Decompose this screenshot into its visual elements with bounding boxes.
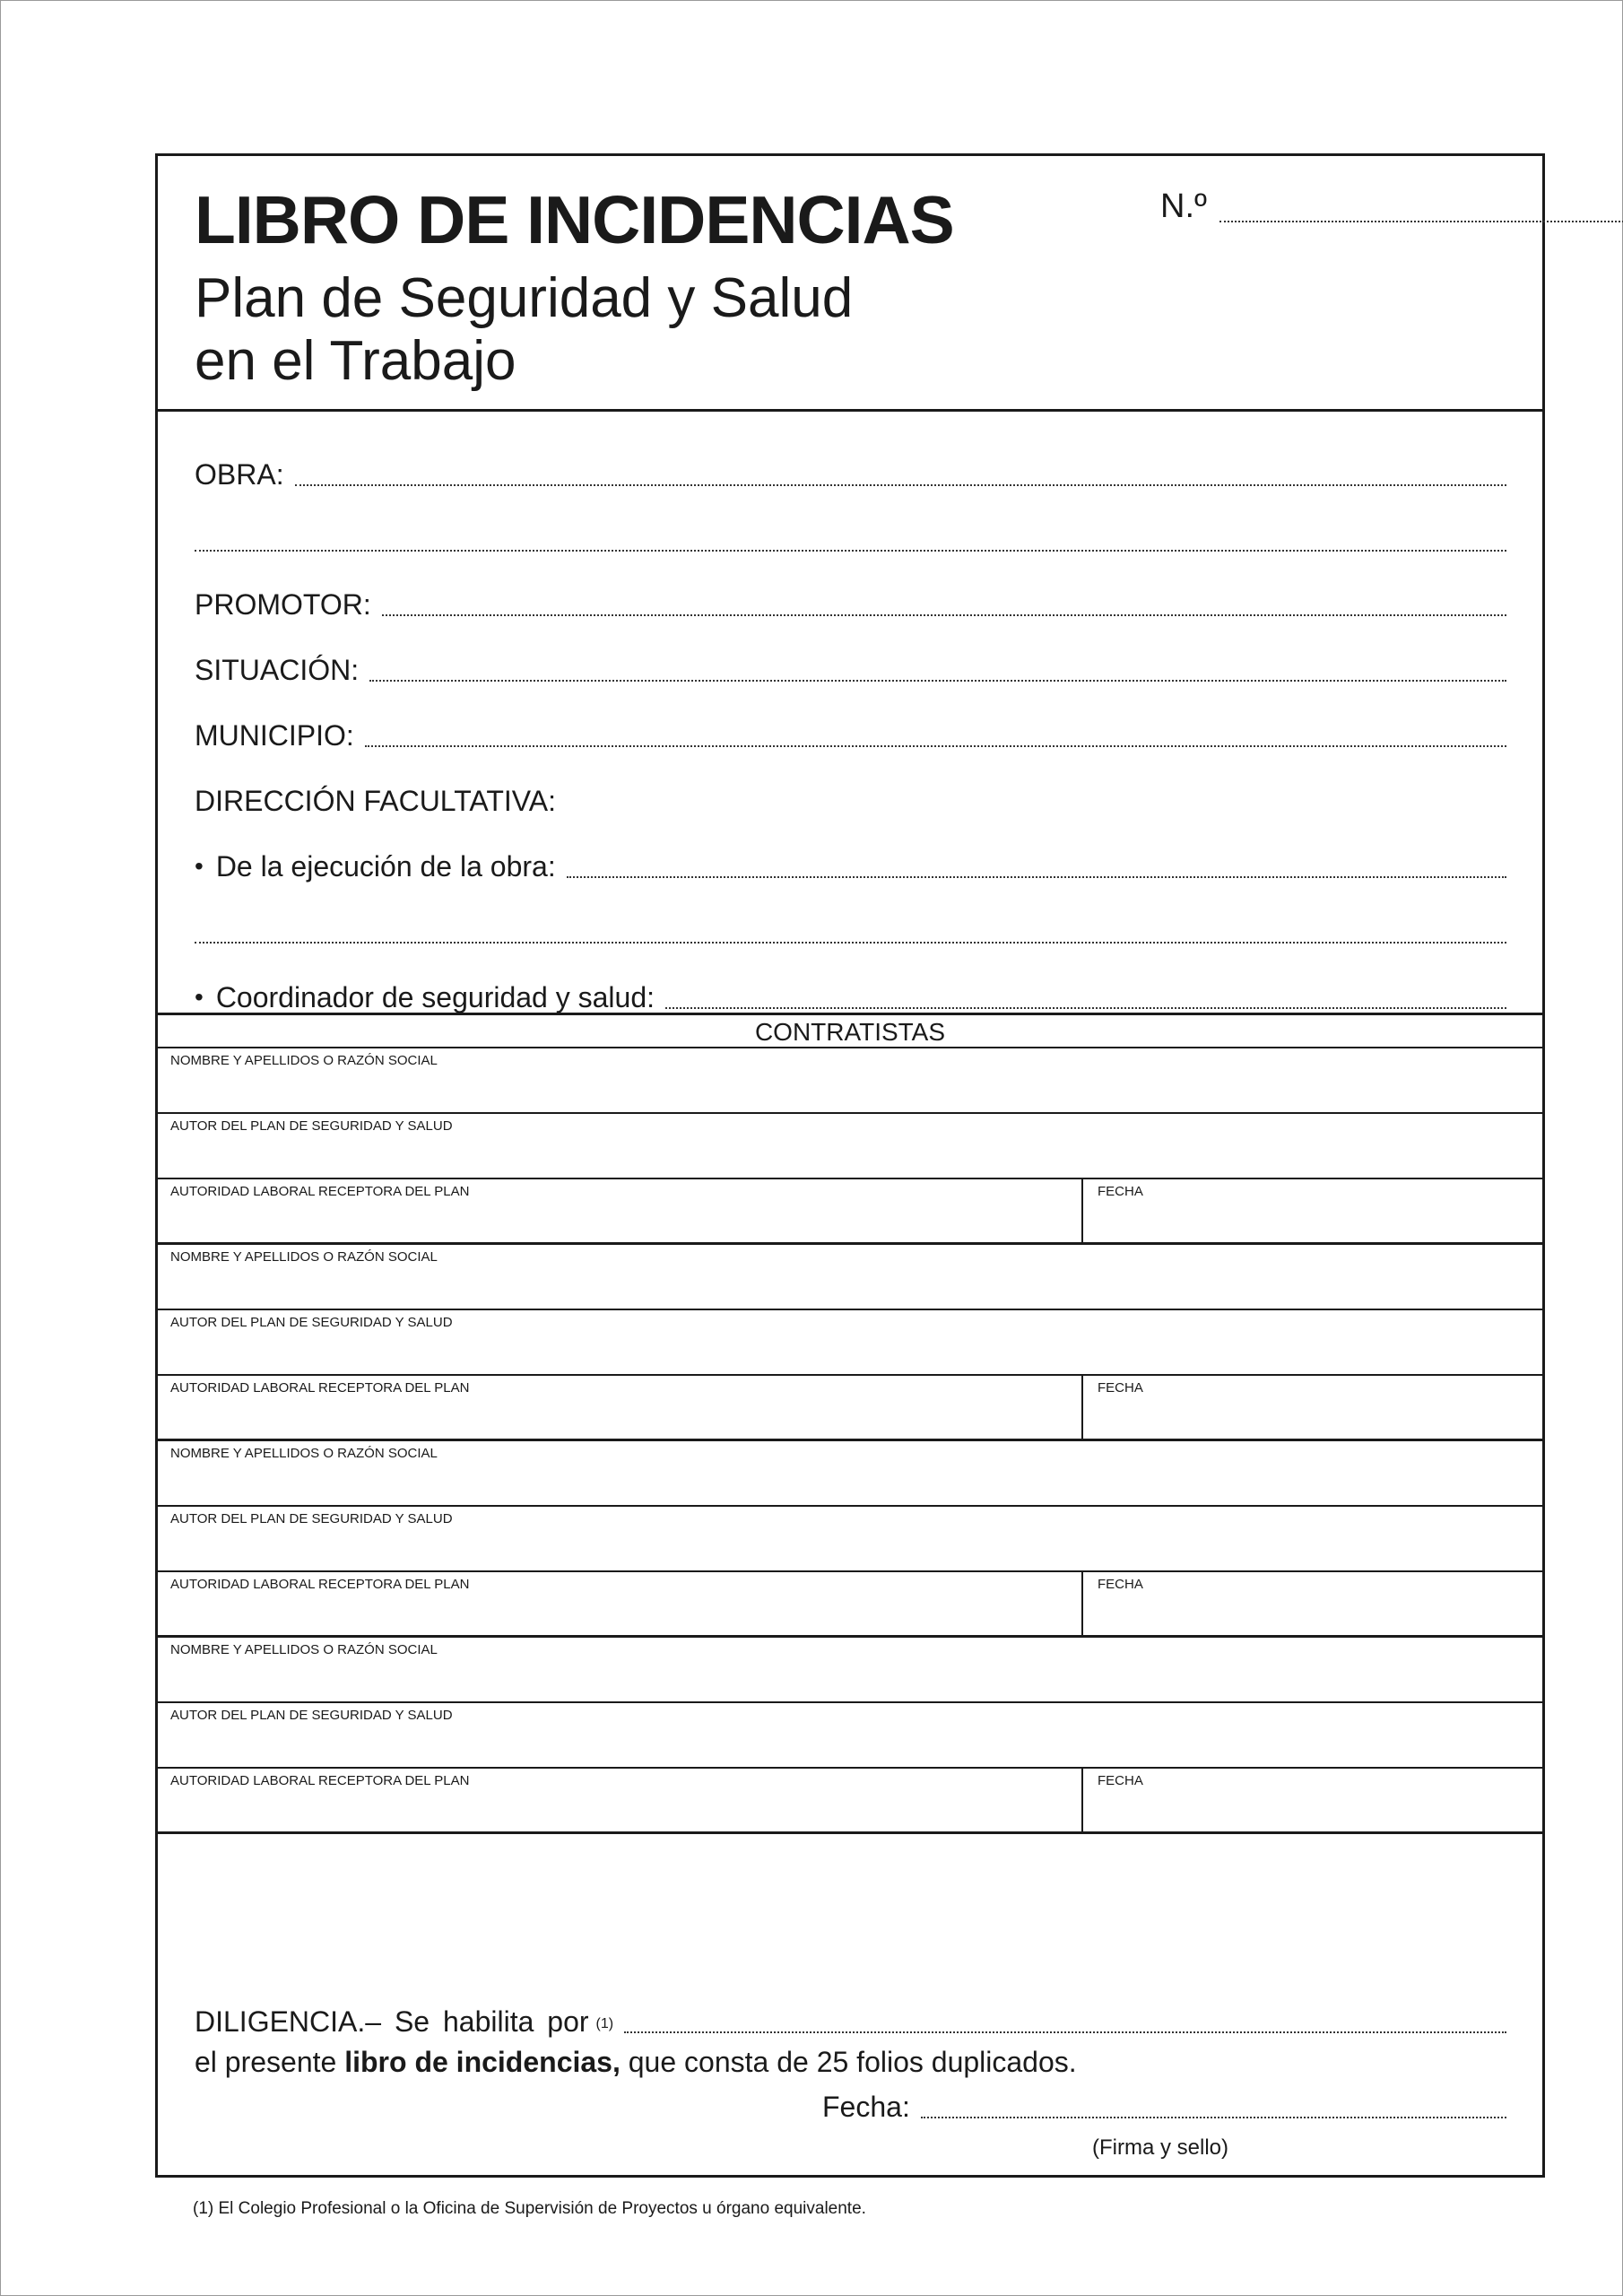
autoridad-label: AUTORIDAD LABORAL RECEPTORA DEL PLAN	[170, 1773, 470, 1788]
diligencia-text-pre: el presente	[195, 2046, 345, 2078]
subtitle-line-1: Plan de Seguridad y Salud	[195, 267, 854, 329]
situacion-field[interactable]	[369, 680, 1506, 682]
fecha-label: FECHA	[1098, 1773, 1143, 1788]
nombre-label: NOMBRE Y APELLIDOS O RAZÓN SOCIAL	[170, 1446, 438, 1461]
fecha-cell[interactable]	[1081, 1179, 1542, 1242]
autor-label: AUTOR DEL PLAN DE SEGURIDAD Y SALUD	[170, 1708, 453, 1723]
autor-label: AUTOR DEL PLAN DE SEGURIDAD Y SALUD	[170, 1511, 453, 1526]
nombre-label: NOMBRE Y APELLIDOS O RAZÓN SOCIAL	[170, 1053, 438, 1068]
autoridad-label: AUTORIDAD LABORAL RECEPTORA DEL PLAN	[170, 1380, 470, 1396]
form-subtitle	[195, 267, 853, 393]
fecha-label: FECHA	[1098, 1577, 1143, 1592]
nombre-cell[interactable]	[158, 1245, 1542, 1310]
autor-cell[interactable]	[158, 1114, 1542, 1179]
diligencia-fecha-field[interactable]	[921, 2117, 1506, 2118]
autoridad-cell[interactable]	[158, 1376, 1542, 1441]
fecha-label: FECHA	[1098, 1380, 1143, 1396]
contratistas-heading: CONTRATISTAS	[158, 1013, 1542, 1048]
firma-sello-label: (Firma y sello)	[1092, 2135, 1229, 2160]
fecha-cell[interactable]	[1081, 1376, 1542, 1439]
subtitle-line-2: en el Trabajo	[195, 330, 516, 392]
contratista-block-2	[158, 1245, 1542, 1441]
autoridad-cell[interactable]	[158, 1179, 1542, 1245]
autoridad-label: AUTORIDAD LABORAL RECEPTORA DEL PLAN	[170, 1577, 470, 1592]
situacion-row	[195, 641, 1506, 686]
ejecucion-field-continuation[interactable]	[195, 942, 1506, 944]
autor-cell[interactable]	[158, 1507, 1542, 1572]
incident-book-form	[155, 153, 1545, 2178]
direccion-label: DIRECCIÓN FACULTATIVA:	[195, 785, 556, 817]
numero-label: N.º	[1160, 187, 1207, 225]
autoridad-cell[interactable]	[158, 1769, 1542, 1834]
nombre-cell[interactable]	[158, 1441, 1542, 1507]
situacion-label: SITUACIÓN:	[195, 654, 360, 686]
footnote: (1) El Colegio Profesional o la Oficina de Supervisión de Proyectos u órgano equivalente.	[193, 2199, 866, 2218]
diligencia-fecha-row	[822, 2091, 1506, 2123]
ejecucion-row	[195, 838, 1506, 883]
bullet-icon: •	[195, 983, 204, 1011]
fecha-label: FECHA	[1098, 1184, 1143, 1199]
direccion-row	[195, 772, 1506, 817]
diligencia-field[interactable]	[624, 2031, 1506, 2033]
coordinador-row	[195, 969, 1506, 1013]
diligencia-text-post: que consta de 25 folios duplicados.	[620, 2046, 1077, 2078]
diligencia-text-bold: libro de incidencias,	[344, 2046, 621, 2078]
municipio-label: MUNICIPIO:	[195, 719, 354, 752]
promotor-label: PROMOTOR:	[195, 588, 371, 621]
municipio-row	[195, 707, 1506, 752]
contratista-block-3	[158, 1441, 1542, 1638]
form-title: LIBRO DE INCIDENCIAS	[195, 182, 954, 257]
numero-field[interactable]	[1219, 221, 1623, 222]
promotor-row	[195, 576, 1506, 621]
obra-continuation-row	[195, 511, 1506, 556]
bullet-icon: •	[195, 852, 204, 880]
diligencia-line-1	[195, 2005, 1506, 2038]
footnote-ref: (1)	[595, 2016, 614, 2031]
obra-field-continuation[interactable]	[195, 550, 1506, 552]
autoridad-cell[interactable]	[158, 1572, 1542, 1638]
coordinador-field[interactable]	[665, 1007, 1506, 1009]
diligencia-intro: DILIGENCIA.– Se habilita por	[195, 2005, 589, 2038]
autoridad-label: AUTORIDAD LABORAL RECEPTORA DEL PLAN	[170, 1184, 470, 1199]
diligencia-fecha-label: Fecha:	[822, 2091, 910, 2123]
autor-label: AUTOR DEL PLAN DE SEGURIDAD Y SALUD	[170, 1315, 453, 1330]
nombre-label: NOMBRE Y APELLIDOS O RAZÓN SOCIAL	[170, 1642, 438, 1657]
fecha-cell[interactable]	[1081, 1572, 1542, 1635]
obra-field[interactable]	[295, 484, 1506, 486]
obra-row	[195, 446, 1506, 491]
contratista-block-1	[158, 1048, 1542, 1245]
obra-label: OBRA:	[195, 458, 284, 491]
contratista-block-4	[158, 1638, 1542, 1834]
ejecucion-continuation-row	[195, 903, 1506, 948]
ejecucion-field[interactable]	[567, 876, 1506, 878]
form-header	[158, 156, 1542, 412]
autor-label: AUTOR DEL PLAN DE SEGURIDAD Y SALUD	[170, 1118, 453, 1134]
autor-cell[interactable]	[158, 1703, 1542, 1769]
diligencia-line-2	[195, 2046, 1077, 2079]
nombre-label: NOMBRE Y APELLIDOS O RAZÓN SOCIAL	[170, 1249, 438, 1265]
nombre-cell[interactable]	[158, 1048, 1542, 1114]
autor-cell[interactable]	[158, 1310, 1542, 1376]
nombre-cell[interactable]	[158, 1638, 1542, 1703]
ejecucion-label: De la ejecución de la obra:	[215, 850, 556, 883]
promotor-field[interactable]	[382, 614, 1506, 616]
fecha-cell[interactable]	[1081, 1769, 1542, 1831]
municipio-field[interactable]	[365, 745, 1506, 747]
coordinador-label: Coordinador de seguridad y salud:	[215, 981, 655, 1013]
